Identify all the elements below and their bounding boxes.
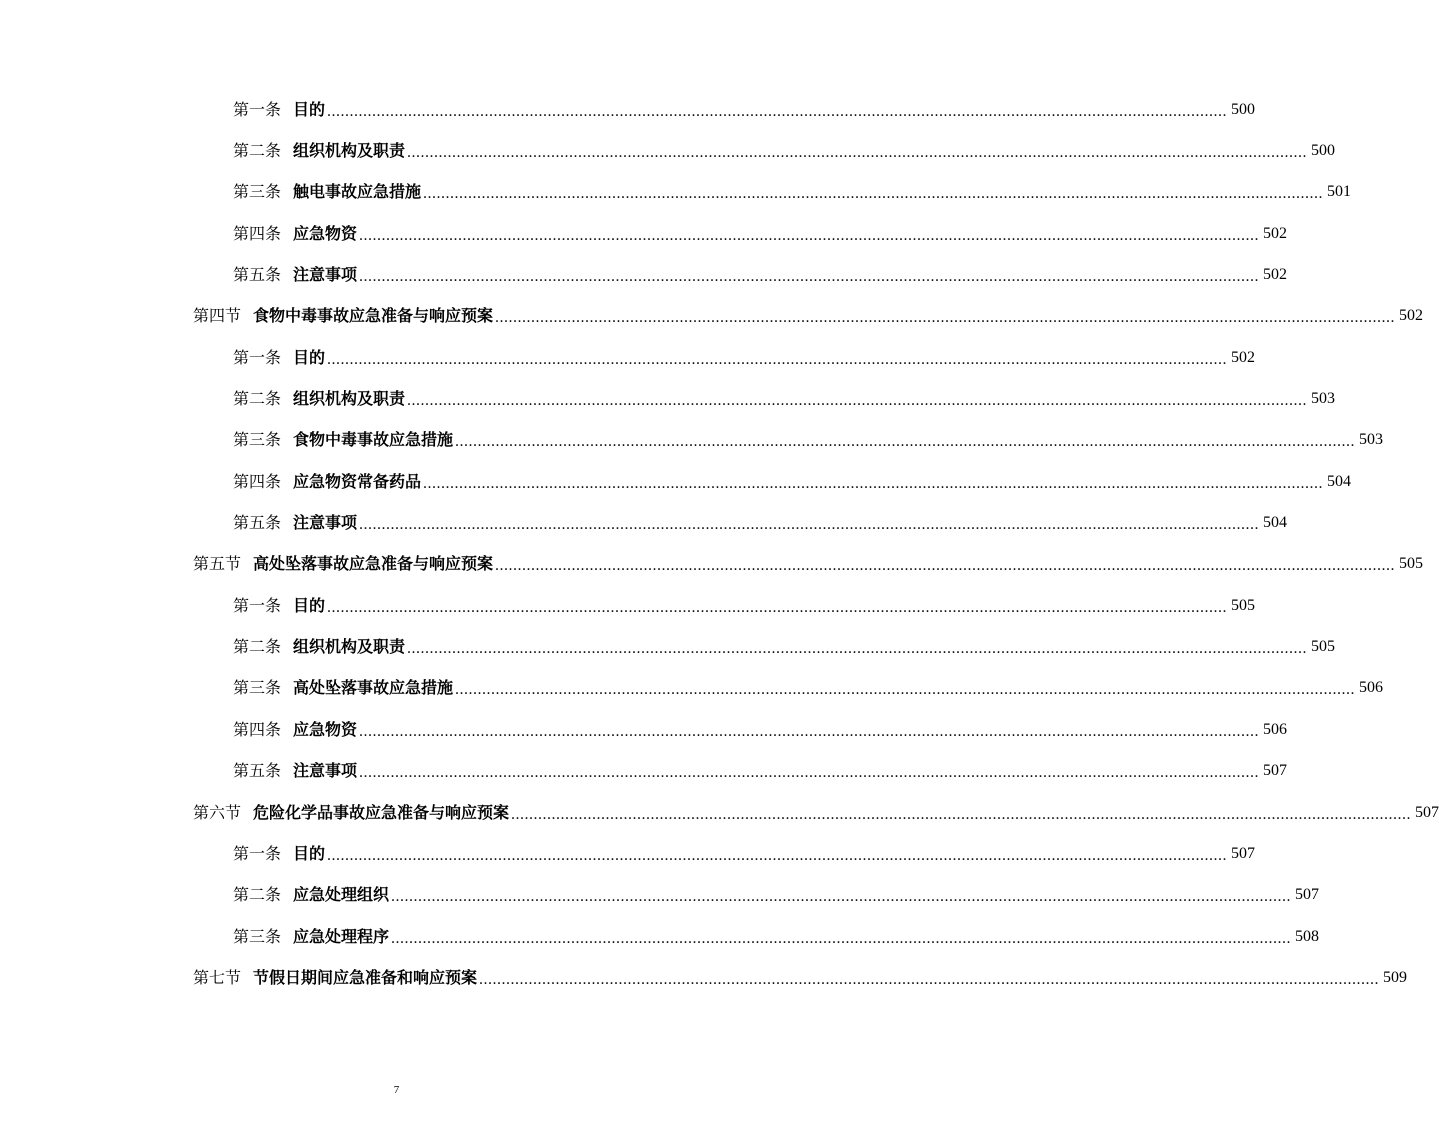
toc-entry-title: 应急物资 xyxy=(293,223,358,243)
toc-entry-page-number: 508 xyxy=(1295,927,1320,945)
toc-entry-prefix: 第五条 xyxy=(233,265,282,285)
toc-entry-page-number: 507 xyxy=(1263,762,1288,780)
toc-entry-prefix: 第四节 xyxy=(193,306,242,326)
toc-entry-prefix: 第一条 xyxy=(233,347,282,367)
toc-dot-leader: ........................................................................................................................................................................................................ xyxy=(407,640,1308,658)
toc-dot-leader: ........................................................................................................................................................................................................ xyxy=(455,681,1356,699)
toc-article-entry[interactable] xyxy=(0,502,1288,543)
toc-entry-page-number: 504 xyxy=(1263,514,1288,532)
toc-entry-page-number: 505 xyxy=(1311,638,1336,656)
toc-article-entry[interactable] xyxy=(0,172,1352,213)
toc-entry-page-number: 502 xyxy=(1263,224,1288,242)
toc-entry-title: 目的 xyxy=(293,843,326,863)
toc-entry-prefix: 第四条 xyxy=(233,223,282,243)
toc-entry-prefix: 第四条 xyxy=(233,471,282,491)
toc-dot-leader: ........................................................................................................................................................................................................ xyxy=(407,144,1308,162)
toc-entry-page-number: 501 xyxy=(1327,183,1352,201)
toc-article-entry[interactable] xyxy=(0,875,1320,916)
toc-section-entry[interactable] xyxy=(0,957,1408,998)
toc-entry-prefix: 第二条 xyxy=(233,637,282,657)
toc-entry-prefix: 第二条 xyxy=(233,141,282,161)
toc-entry-page-number: 504 xyxy=(1327,472,1352,490)
toc-entry-page-number: 506 xyxy=(1359,679,1384,697)
toc-dot-leader: ........................................................................................................................................................................................................ xyxy=(407,392,1308,410)
toc-entry-prefix: 第一条 xyxy=(233,595,282,615)
toc-entry-title: 组织机构及职责 xyxy=(293,389,406,409)
toc-entry-page-number: 503 xyxy=(1359,431,1384,449)
toc-dot-leader: ........................................................................................................................................................................................................ xyxy=(511,805,1412,823)
toc-entry-title: 食物中毒事故应急措施 xyxy=(293,430,454,450)
toc-entry-title: 应急物资 xyxy=(293,719,358,739)
toc-dot-leader: ........................................................................................................................................................................................................ xyxy=(423,474,1324,492)
toc-article-entry[interactable] xyxy=(0,709,1288,750)
toc-entry-title: 目的 xyxy=(293,99,326,119)
toc-article-entry[interactable] xyxy=(0,89,1256,130)
toc-entry-prefix: 第三条 xyxy=(233,926,282,946)
toc-entry-prefix: 第一条 xyxy=(233,843,282,863)
toc-entry-page-number: 507 xyxy=(1295,886,1320,904)
toc-article-entry[interactable] xyxy=(0,916,1320,957)
footer-page-number: 7 xyxy=(393,1084,400,1096)
toc-dot-leader: ........................................................................................................................................................................................................ xyxy=(391,888,1292,906)
toc-entry-title: 组织机构及职责 xyxy=(293,637,406,657)
toc-dot-leader: ........................................................................................................................................................................................................ xyxy=(479,970,1380,988)
toc-article-entry[interactable] xyxy=(0,420,1384,461)
toc-entry-prefix: 第一条 xyxy=(233,99,282,119)
toc-dot-leader: ........................................................................................................................................................................................................ xyxy=(359,268,1260,286)
toc-dot-leader: ........................................................................................................................................................................................................ xyxy=(359,226,1260,244)
toc-entry-title: 注意事项 xyxy=(293,513,358,533)
toc-dot-leader: ........................................................................................................................................................................................................ xyxy=(359,516,1260,534)
toc-entry-title: 注意事项 xyxy=(293,761,358,781)
toc-entry-prefix: 第七节 xyxy=(193,967,242,987)
toc-article-entry[interactable] xyxy=(0,130,1336,171)
toc-entry-title: 目的 xyxy=(293,595,326,615)
toc-entry-page-number: 500 xyxy=(1231,100,1256,118)
toc-article-entry[interactable] xyxy=(0,751,1288,792)
toc-entry-title: 目的 xyxy=(293,347,326,367)
toc-dot-leader: ........................................................................................................................................................................................................ xyxy=(495,557,1396,575)
toc-article-entry[interactable] xyxy=(0,668,1384,709)
toc-article-entry[interactable] xyxy=(0,461,1352,502)
toc-article-entry[interactable] xyxy=(0,378,1336,419)
toc-section-entry[interactable] xyxy=(0,544,1424,585)
toc-entry-prefix: 第三条 xyxy=(233,182,282,202)
toc-entry-page-number: 505 xyxy=(1231,596,1256,614)
toc-entry-page-number: 505 xyxy=(1399,555,1424,573)
toc-entry-page-number: 500 xyxy=(1311,142,1336,160)
toc-dot-leader: ........................................................................................................................................................................................................ xyxy=(391,929,1292,947)
toc-dot-leader: ........................................................................................................................................................................................................ xyxy=(455,433,1356,451)
toc-entry-prefix: 第四条 xyxy=(233,719,282,739)
toc-dot-leader: ........................................................................................................................................................................................................ xyxy=(423,185,1324,203)
toc-entry-prefix: 第五条 xyxy=(233,761,282,781)
toc-entry-title: 应急物资常备药品 xyxy=(293,471,422,491)
toc-dot-leader: ........................................................................................................................................................................................................ xyxy=(327,598,1228,616)
toc-entry-page-number: 503 xyxy=(1311,390,1336,408)
toc-entry-title: 注意事项 xyxy=(293,265,358,285)
toc-entry-prefix: 第三条 xyxy=(233,678,282,698)
toc-entry-page-number: 507 xyxy=(1415,803,1439,821)
toc-article-entry[interactable] xyxy=(0,337,1256,378)
toc-entry-page-number: 502 xyxy=(1263,266,1288,284)
toc-entry-page-number: 506 xyxy=(1263,720,1288,738)
toc-dot-leader: ........................................................................................................................................................................................................ xyxy=(327,846,1228,864)
toc-entry-prefix: 第五条 xyxy=(233,513,282,533)
toc-entry-title: 应急处理程序 xyxy=(293,926,390,946)
toc-entry-title: 节假日期间应急准备和响应预案 xyxy=(253,967,478,987)
toc-section-entry[interactable] xyxy=(0,296,1424,337)
toc-entry-prefix: 第二条 xyxy=(233,885,282,905)
toc-section-entry[interactable] xyxy=(0,792,1439,833)
toc-article-entry[interactable] xyxy=(0,626,1336,667)
toc-entry-title: 高处坠落事故应急措施 xyxy=(293,678,454,698)
table-of-contents xyxy=(0,89,1439,999)
toc-entry-page-number: 509 xyxy=(1383,968,1408,986)
toc-dot-leader: ........................................................................................................................................................................................................ xyxy=(327,102,1228,120)
toc-entry-title: 食物中毒事故应急准备与响应预案 xyxy=(253,306,494,326)
toc-dot-leader: ........................................................................................................................................................................................................ xyxy=(359,722,1260,740)
toc-entry-page-number: 507 xyxy=(1231,844,1256,862)
toc-article-entry[interactable] xyxy=(0,833,1256,874)
toc-entry-title: 高处坠落事故应急准备与响应预案 xyxy=(253,554,494,574)
toc-entry-prefix: 第三条 xyxy=(233,430,282,450)
toc-entry-title: 触电事故应急措施 xyxy=(293,182,422,202)
toc-dot-leader: ........................................................................................................................................................................................................ xyxy=(495,309,1396,327)
toc-dot-leader: ........................................................................................................................................................................................................ xyxy=(359,764,1260,782)
toc-entry-prefix: 第五节 xyxy=(193,554,242,574)
toc-entry-prefix: 第二条 xyxy=(233,389,282,409)
toc-entry-title: 应急处理组织 xyxy=(293,885,390,905)
toc-entry-prefix: 第六节 xyxy=(193,802,242,822)
toc-entry-page-number: 502 xyxy=(1399,307,1424,325)
toc-entry-title: 组织机构及职责 xyxy=(293,141,406,161)
toc-entry-title: 危险化学品事故应急准备与响应预案 xyxy=(253,802,510,822)
toc-dot-leader: ........................................................................................................................................................................................................ xyxy=(327,350,1228,368)
toc-article-entry[interactable] xyxy=(0,585,1256,626)
toc-article-entry[interactable] xyxy=(0,213,1288,254)
toc-entry-page-number: 502 xyxy=(1231,348,1256,366)
toc-article-entry[interactable] xyxy=(0,254,1288,295)
